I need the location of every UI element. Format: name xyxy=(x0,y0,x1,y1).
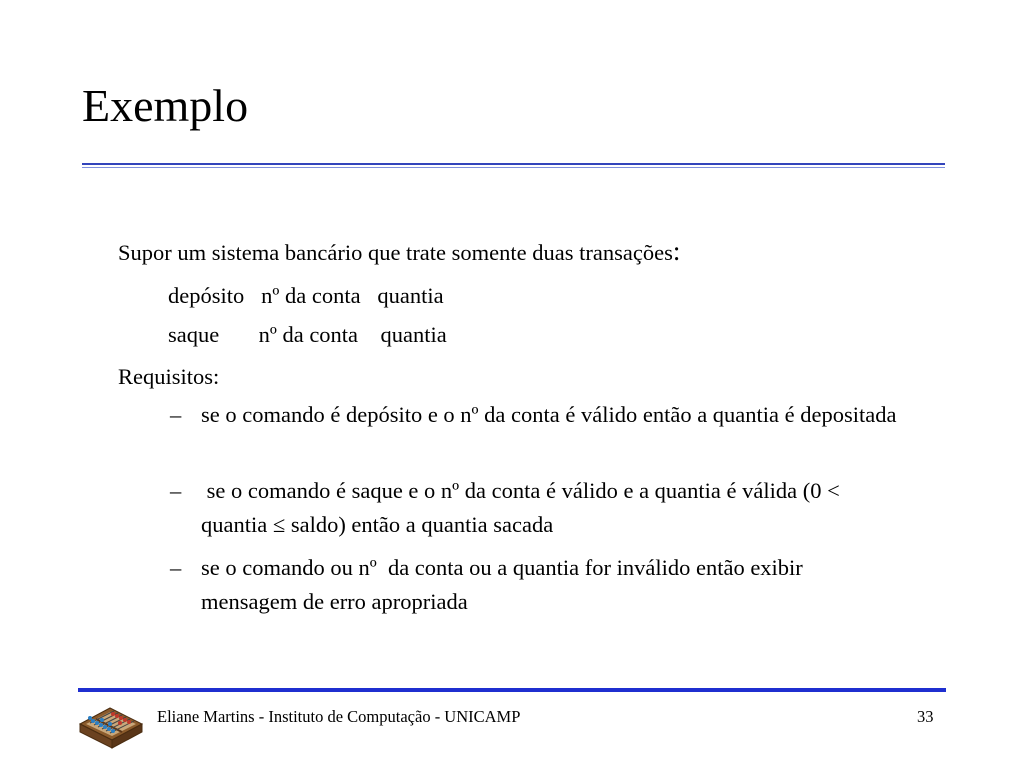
intro-text: Supor um sistema bancário que trate somente duas transações xyxy=(118,240,673,265)
bullet-marker: – xyxy=(170,478,182,503)
page-number: 33 xyxy=(917,707,934,726)
transaction-withdrawal: saque nº da conta quantia xyxy=(168,322,447,347)
footer-credit: Eliane Martins - Instituto de Computação - UNICAMP xyxy=(157,707,521,726)
intro-colon: : xyxy=(672,236,681,266)
transaction-deposit: depósito nº da conta quantia xyxy=(168,283,444,308)
requirement-item: se o comando ou nº da conta ou a quantia for inválido então exibir mensagem de erro apropriada xyxy=(201,555,809,614)
requirement-item: se o comando é saque e o nº da conta é válido e a quantia é válida (0 < quantia ≤ saldo) então a quantia sacada xyxy=(201,478,846,537)
abacus-icon xyxy=(76,694,146,756)
bullet-marker: – xyxy=(170,555,182,580)
slide-title: Exemplo xyxy=(82,80,249,131)
requirements-heading: Requisitos: xyxy=(118,364,220,389)
bullet-marker: – xyxy=(170,402,182,427)
intro-line xyxy=(118,237,680,267)
requirement-item: se o comando é depósito e o nº da conta é válido então a quantia é depositada xyxy=(201,402,897,427)
footer-divider xyxy=(78,688,946,692)
